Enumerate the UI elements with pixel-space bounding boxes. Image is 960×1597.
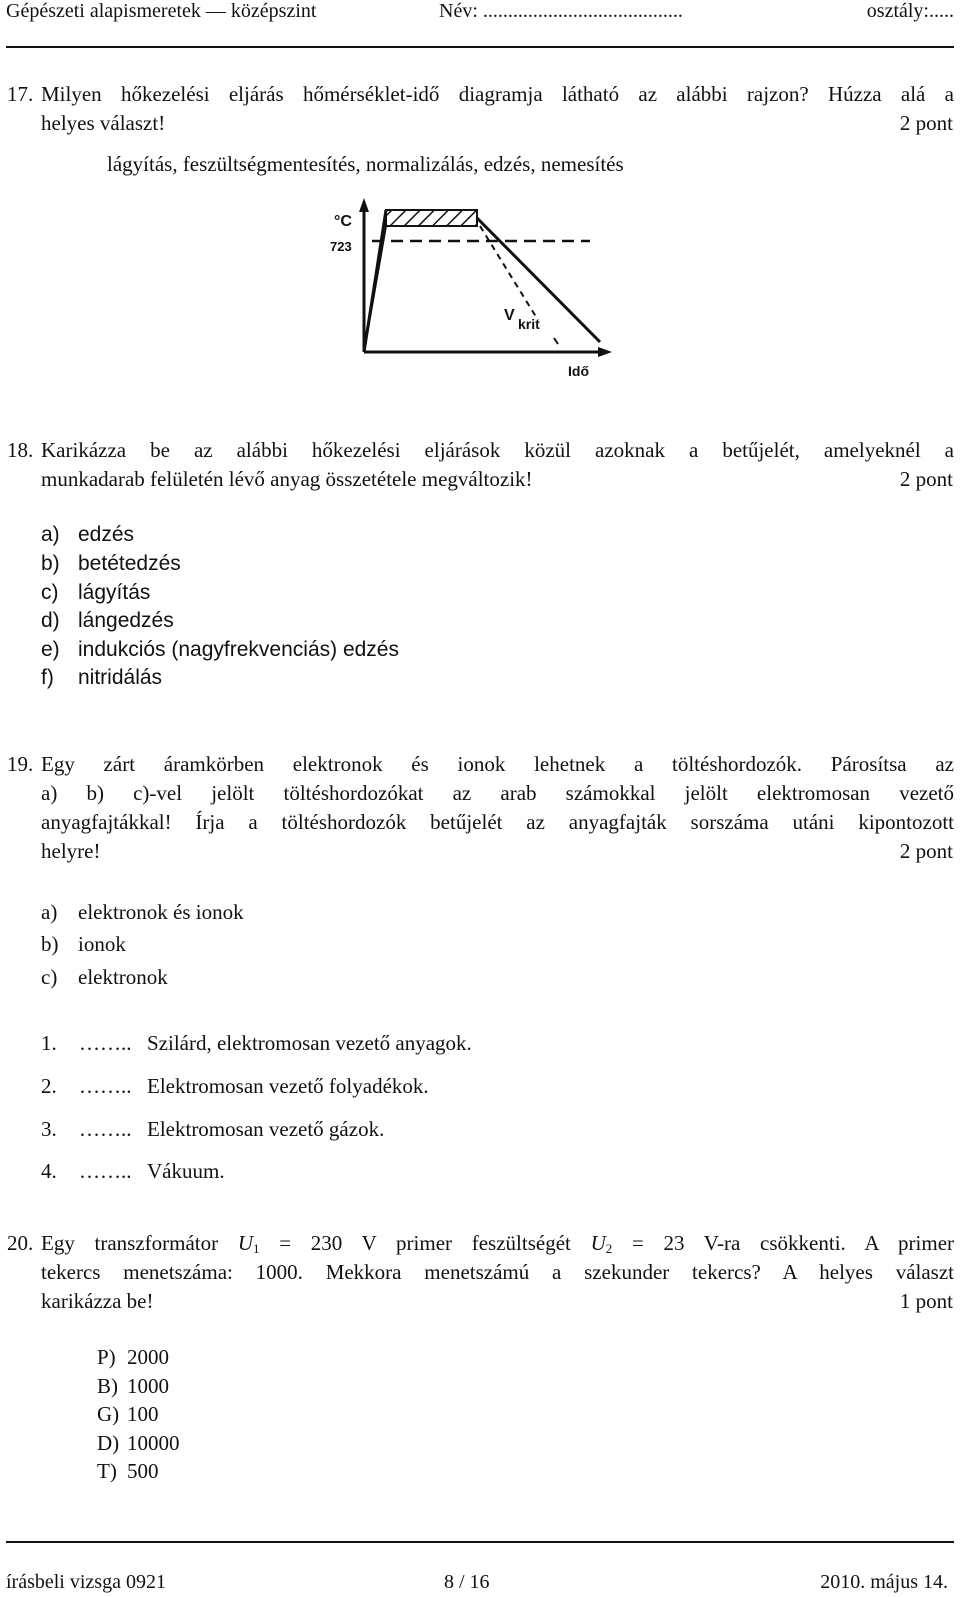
question-text-line: tekercs menetszáma: 1000. Mekkora menetszámú a szekunder tekercs? A helyes választ	[41, 1260, 954, 1284]
question-text-line: Karikázza be az alábbi hőkezelési eljárások közül azoknak a betűjelét, amelyeknél a	[41, 438, 954, 462]
material-item	[41, 1074, 429, 1099]
answer-option[interactable]	[97, 1402, 159, 1427]
points-label: 2 pont	[899, 467, 953, 491]
choice-label: d)	[41, 609, 60, 632]
x-axis-label: Idő	[568, 363, 589, 379]
material-number: 4.	[41, 1159, 57, 1183]
choice-label: b)	[41, 552, 60, 575]
points-label: 2 pont	[899, 111, 953, 135]
heat-treatment-diagram	[320, 196, 620, 381]
answer-label: T)	[97, 1459, 117, 1483]
answer-label: D)	[97, 1431, 120, 1455]
points-label: 2 pont	[899, 839, 953, 863]
curve-tail	[554, 338, 558, 344]
header-rule	[6, 46, 954, 48]
voltage-symbol: U	[590, 1231, 606, 1255]
answer-option[interactable]	[97, 1431, 180, 1456]
choice-item[interactable]	[41, 552, 181, 576]
question-text-line: karikázza be!	[41, 1289, 154, 1313]
answer-value: 2000	[127, 1345, 169, 1369]
question-text-line: munkadarab felületén lévő anyag összetétele megváltozik!	[41, 467, 533, 491]
header-name-field: Név: ........................................	[439, 0, 683, 22]
choice-text: lágyítás	[78, 581, 151, 604]
question-number: 20.	[7, 1231, 34, 1255]
y-tick-label: 723	[330, 239, 352, 254]
material-item	[41, 1117, 384, 1142]
answer-option[interactable]	[97, 1459, 159, 1484]
carrier-text: elektronok és ionok	[78, 900, 244, 924]
question-text-line: Egy zárt áramkörben elektronok és ionok lehetnek a töltéshordozók. Párosítsa az	[41, 752, 954, 776]
text-segment: = 23 V-ra csökkenti. A primer	[631, 1231, 955, 1255]
answer-blank[interactable]: ……..	[79, 1159, 132, 1183]
footer-date: 2010. május 14.	[820, 1571, 948, 1593]
answer-label: G)	[97, 1402, 120, 1426]
voltage-subscript: 1	[253, 1241, 260, 1256]
footer-rule	[6, 1541, 954, 1543]
x-axis-arrow	[598, 347, 612, 357]
choice-label: a)	[41, 523, 60, 546]
answer-value: 10000	[127, 1431, 180, 1455]
material-text: Elektromosan vezető gázok.	[147, 1117, 385, 1141]
material-number: 1.	[41, 1031, 57, 1055]
vkrit-label: V	[504, 307, 515, 324]
voltage-symbol: U	[237, 1231, 254, 1255]
choice-text: nitridálás	[78, 666, 163, 689]
answer-blank[interactable]: ……..	[79, 1074, 132, 1098]
choice-item[interactable]	[41, 666, 162, 690]
question-number: 17.	[7, 82, 34, 106]
y-axis-arrow	[359, 198, 369, 212]
choice-text: edzés	[78, 523, 135, 546]
answer-option[interactable]	[97, 1374, 169, 1399]
answer-blank[interactable]: ……..	[79, 1117, 132, 1141]
carrier-label: c)	[41, 965, 58, 989]
text-segment: Egy transzformátor	[41, 1231, 219, 1255]
answer-option[interactable]	[97, 1345, 169, 1370]
question-text-line	[41, 1231, 954, 1257]
question-text-line: a) b) c)-vel jelölt töltéshordozókat az arab számokkal jelölt elektromosan vezető	[41, 781, 954, 805]
carrier-item	[41, 900, 244, 925]
choice-label: c)	[41, 581, 59, 604]
answer-value: 500	[127, 1459, 159, 1483]
question-text-line: Milyen hőkezelési eljárás hőmérséklet-idő diagramja látható az alábbi rajzon? Húzza alá a	[41, 82, 954, 106]
hatched-hold-zone	[386, 210, 477, 226]
carrier-text: ionok	[78, 932, 126, 956]
choice-item[interactable]	[41, 638, 399, 662]
footer-exam-code: írásbeli vizsga 0921	[6, 1571, 166, 1593]
answer-blank[interactable]: ……..	[79, 1031, 132, 1055]
answer-options: lágyítás, feszültségmentesítés, normalizálás, edzés, nemesítés	[107, 152, 624, 176]
choice-text: lángedzés	[78, 609, 174, 632]
question-text-line: helyes választ!	[41, 111, 166, 135]
choice-label: f)	[41, 666, 54, 689]
material-item	[41, 1031, 472, 1056]
choice-item[interactable]	[41, 581, 150, 605]
voltage-subscript: 2	[605, 1241, 613, 1256]
header-subject: Gépészeti alapismeretek — középszint	[6, 0, 317, 22]
material-text: Elektromosan vezető folyadékok.	[147, 1074, 429, 1098]
material-text: Szilárd, elektromosan vezető anyagok.	[147, 1031, 472, 1055]
choice-item[interactable]	[41, 609, 174, 633]
question-number: 18.	[7, 438, 34, 462]
question-text-line: helyre!	[41, 839, 101, 863]
carrier-item	[41, 932, 126, 957]
material-number: 2.	[41, 1074, 57, 1098]
material-number: 3.	[41, 1117, 57, 1141]
question-number: 19.	[7, 752, 34, 776]
answer-label: B)	[97, 1374, 118, 1398]
answer-value: 1000	[127, 1374, 169, 1398]
answer-label: P)	[97, 1345, 116, 1369]
y-axis-label: °C	[334, 213, 352, 230]
choice-text: betétedzés	[78, 552, 181, 575]
answer-value: 100	[127, 1402, 159, 1426]
heating-curve-lower	[364, 226, 386, 352]
choice-label: e)	[41, 638, 60, 661]
text-segment: = 230 V primer feszültségét	[279, 1231, 571, 1255]
material-item	[41, 1159, 225, 1184]
material-text: Vákuum.	[147, 1159, 225, 1183]
header-class-field: osztály:.....	[866, 0, 954, 22]
footer-page-number: 8 / 16	[444, 1571, 490, 1593]
question-text-line: anyagfajtákkal! Írja a töltéshordozók betűjelét az anyagfajták sorszáma utáni kipontozott	[41, 810, 954, 834]
carrier-label: b)	[41, 932, 59, 956]
carrier-text: elektronok	[78, 965, 168, 989]
carrier-item	[41, 965, 168, 990]
choice-item[interactable]	[41, 523, 134, 547]
points-label: 1 pont	[899, 1289, 953, 1313]
vkrit-subscript: krit	[518, 316, 540, 332]
carrier-label: a)	[41, 900, 58, 924]
choice-text: indukciós (nagyfrekvenciás) edzés	[78, 638, 399, 661]
